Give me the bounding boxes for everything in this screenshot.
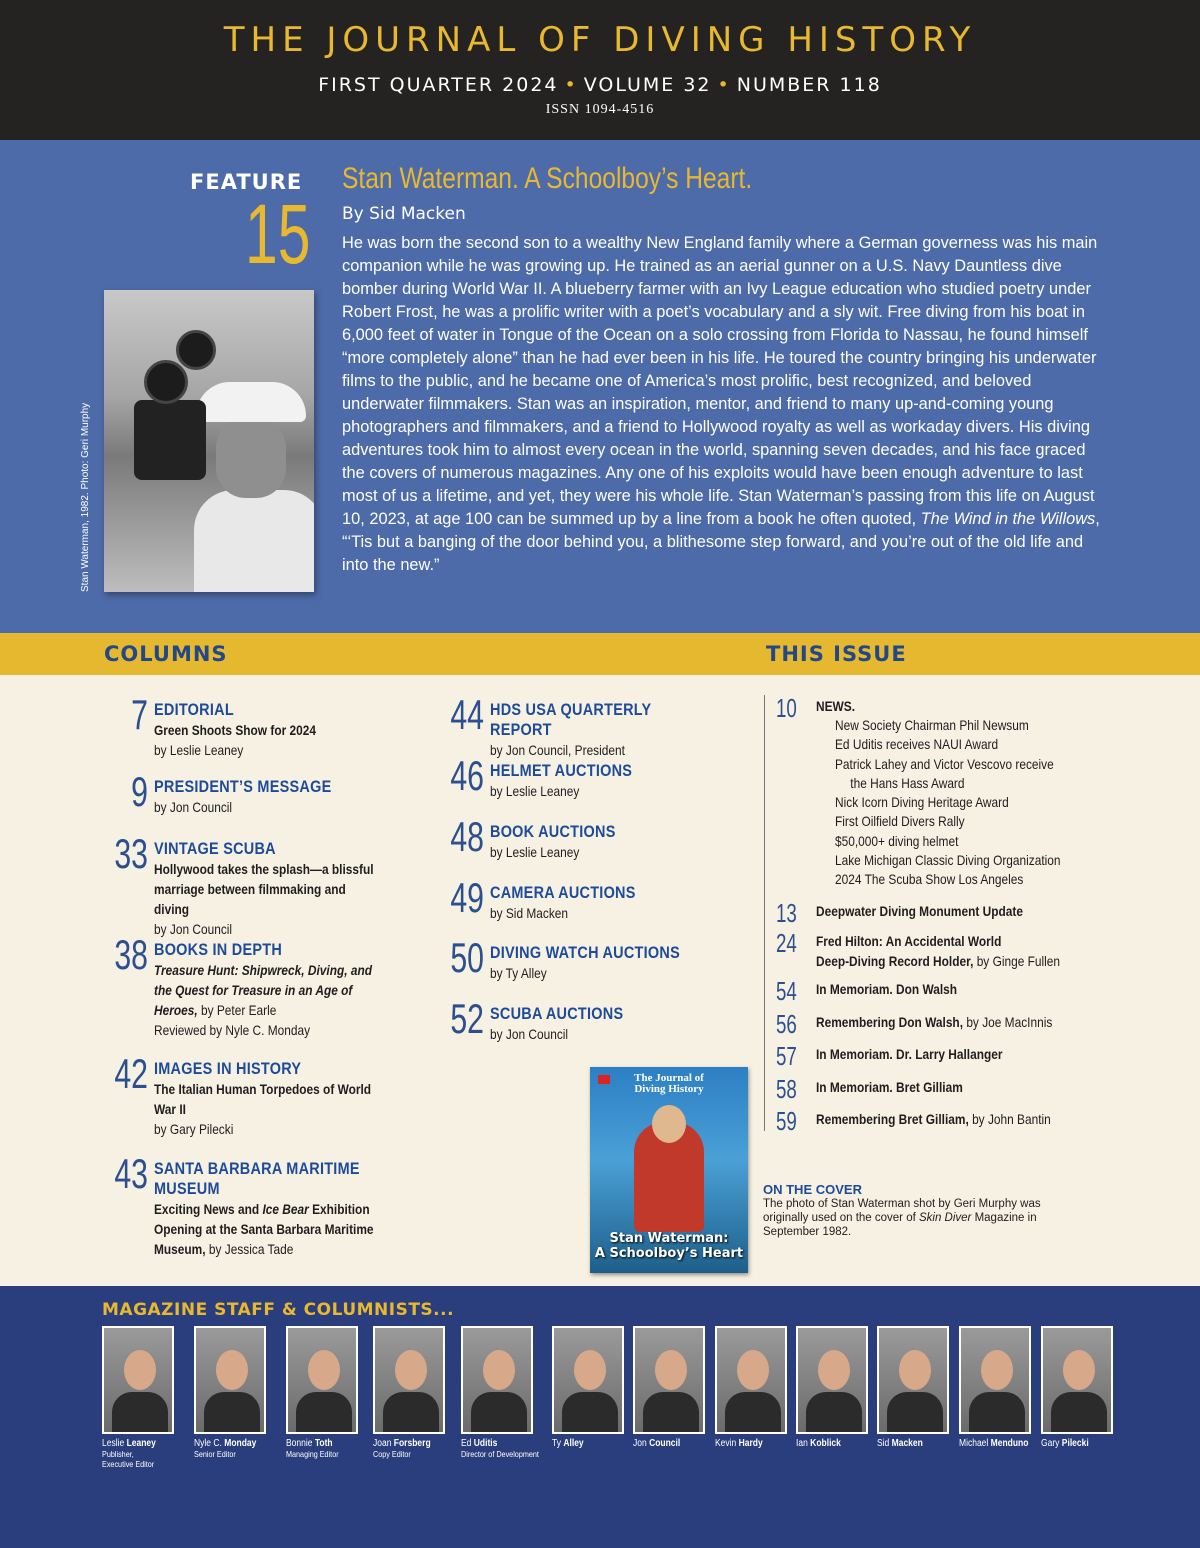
divider — [764, 695, 765, 1131]
column-title: HDS USA QUARTERLY REPORT — [490, 700, 652, 739]
cover-title: The Journal of Diving History — [634, 1072, 704, 1095]
feature-photo — [104, 290, 314, 592]
avatar — [715, 1326, 787, 1434]
on-the-cover-caption: ON THE COVER The photo of Stan Waterman shot by Geri Murphy was originally used on the cover of Skin Diver Magazine in September 1982. — [763, 1183, 1063, 1239]
staff-member[interactable]: Ty Alley — [552, 1326, 624, 1449]
cover-thumbnail[interactable] — [590, 1067, 748, 1273]
page-number: 10 — [776, 693, 797, 723]
column-title: BOOK AUCTIONS — [490, 822, 616, 841]
page-number: 58 — [776, 1074, 797, 1104]
issue-volume: VOLUME 32 — [583, 74, 712, 96]
avatar — [194, 1326, 266, 1434]
journal-title: THE JOURNAL OF DIVING HISTORY — [223, 20, 977, 60]
column-title: PRESIDENT’S MESSAGE — [154, 777, 332, 796]
photo-credit: Stan Waterman, 1982. Photo: Geri Murphy — [80, 402, 91, 592]
column-title: BOOKS IN DEPTH — [154, 940, 283, 959]
issue-line — [0, 74, 1200, 96]
news-item: the Hans Hass Award — [850, 774, 965, 791]
this-issue-heading: THIS ISSUE — [766, 642, 907, 666]
separator-dot: • — [564, 74, 578, 96]
staff-member[interactable]: Ian Koblick — [796, 1326, 868, 1449]
staff-member[interactable]: Joan Forsberg Copy Editor — [373, 1326, 445, 1459]
staff-member[interactable]: Ed Uditis Director of Development — [461, 1326, 553, 1459]
issn: ISSN 1094-4516 — [545, 102, 655, 117]
news-item: First Oilfield Divers Rally — [835, 813, 965, 830]
page-number: 42 — [114, 1050, 148, 1097]
avatar — [102, 1326, 174, 1434]
news-item: Patrick Lahey and Victor Vescovo receive — [835, 755, 1054, 772]
section-bar — [0, 633, 1200, 675]
staff-member[interactable]: Sid Macken — [877, 1326, 949, 1449]
page-number: 33 — [114, 830, 148, 877]
feature-body: He was born the second son to a wealthy New England family where a German governess was his main companion while he was growing up. He trained as an aerial gunner on a U.S. Navy Dauntless dive bomber during World War II. A blueberry farmer with an Ivy League education who studied poetry under Robert Frost, he was a prolific writer with a poet’s vocabulary and a sly wit. Free diving from his boat in 6,000 feet of water in Tongue of the Ocean on a solo crossing from Florida to Nassau, he found himself “more completely alone” than he had ever been in his life. He toured the country bringing his underwater films to the public, and he became one of America’s most prolific, best recognized, and beloved underwater filmmakers. Stan was an inspiration, mentor, and friend to many up-and-coming young photographers and filmmakers, and a friend to Hollywood royalty as well as workaday divers. His diving adventures took him to almost every ocean in the world, spanning seven decades, and his face graced the covers of numerous magazines. Any one of his exploits would have been enough adventure to last most of us a lifetime, and yet, they were his whole life. Stan Waterman’s passing from this life on August 10, 2023, at age 100 can be summed up by a line from a book he often quoted, The Wind in the Willows, “‘Tis but a banging of the door behind you, a blithesome step forward, and you’re out of the old life and into the new.” — [342, 234, 1100, 574]
avatar — [959, 1326, 1031, 1434]
staff-member[interactable]: Jon Council — [633, 1326, 705, 1449]
page-number: 44 — [450, 691, 484, 738]
staff-member[interactable]: Kevin Hardy — [715, 1326, 787, 1449]
staff-member[interactable]: Michael Menduno — [959, 1326, 1041, 1449]
page-number: 9 — [131, 768, 148, 815]
column-title: IMAGES IN HISTORY — [154, 1059, 302, 1078]
news-item: Ed Uditis receives NAUI Award — [835, 736, 999, 753]
staff-member[interactable]: Bonnie Toth Managing Editor — [286, 1326, 358, 1459]
staff-section — [0, 1286, 1200, 1548]
column-title: SANTA BARBARA MARITIME MUSEUM — [154, 1159, 360, 1198]
column-title: SCUBA AUCTIONS — [490, 1004, 624, 1023]
page-number: 13 — [776, 898, 797, 928]
page-number: 57 — [776, 1041, 797, 1071]
page-number: 49 — [450, 874, 484, 921]
staff-heading: MAGAZINE STAFF & COLUMNISTS... — [102, 1300, 455, 1320]
avatar — [373, 1326, 445, 1434]
news-item: Lake Michigan Classic Diving Organization — [835, 852, 1061, 869]
news-item: New Society Chairman Phil Newsum — [835, 717, 1029, 733]
column-title: EDITORIAL — [154, 700, 234, 719]
news-item: $50,000+ diving helmet — [835, 832, 959, 849]
feature-title[interactable]: Stan Waterman. A Schoolboy’s Heart. — [342, 162, 753, 195]
column-title: VINTAGE SCUBA — [154, 839, 276, 858]
avatar — [1041, 1326, 1113, 1434]
feature-section — [0, 140, 1200, 633]
columns-heading: COLUMNS — [104, 642, 228, 666]
staff-member[interactable]: Nyle C. Monday Senior Editor — [194, 1326, 267, 1459]
feature-byline: By Sid Macken — [342, 204, 466, 224]
on-the-cover-heading: ON THE COVER — [763, 1182, 862, 1197]
page-number: 24 — [776, 928, 797, 958]
staff-member[interactable]: Leslie Leaney Publisher, Executive Editor — [102, 1326, 174, 1469]
avatar — [461, 1326, 533, 1434]
news-item: Nick Icorn Diving Heritage Award — [835, 794, 1009, 811]
feature-label: FEATURE — [190, 170, 303, 194]
avatar — [877, 1326, 949, 1434]
separator-dot: • — [717, 74, 731, 96]
masthead — [0, 0, 1200, 140]
page-number: 43 — [114, 1150, 148, 1197]
column-title: DIVING WATCH AUCTIONS — [490, 943, 680, 962]
page-number: 59 — [776, 1106, 797, 1136]
column-title: CAMERA AUCTIONS — [490, 883, 636, 902]
page-number: 38 — [114, 931, 148, 978]
page-number: 7 — [131, 691, 148, 738]
news-list — [835, 716, 1061, 890]
page-number: 52 — [450, 995, 484, 1042]
page-number: 46 — [450, 752, 484, 799]
page-number: 48 — [450, 813, 484, 860]
page-number: 54 — [776, 976, 797, 1006]
feature-page-number: 15 — [245, 187, 311, 281]
avatar — [796, 1326, 868, 1434]
cover-subtitle: Stan Waterman: A Schoolboy’s Heart — [594, 1231, 744, 1261]
issue-quarter: FIRST QUARTER 2024 — [318, 74, 559, 96]
avatar — [286, 1326, 358, 1434]
avatar — [552, 1326, 624, 1434]
staff-member[interactable]: Gary Pilecki — [1041, 1326, 1113, 1449]
issue-number: NUMBER 118 — [736, 74, 882, 96]
page-number: 56 — [776, 1009, 797, 1039]
news-item: 2024 The Scuba Show Los Angeles — [835, 871, 1024, 888]
column-title: HELMET AUCTIONS — [490, 761, 633, 780]
page-number: 50 — [450, 934, 484, 981]
avatar — [633, 1326, 705, 1434]
